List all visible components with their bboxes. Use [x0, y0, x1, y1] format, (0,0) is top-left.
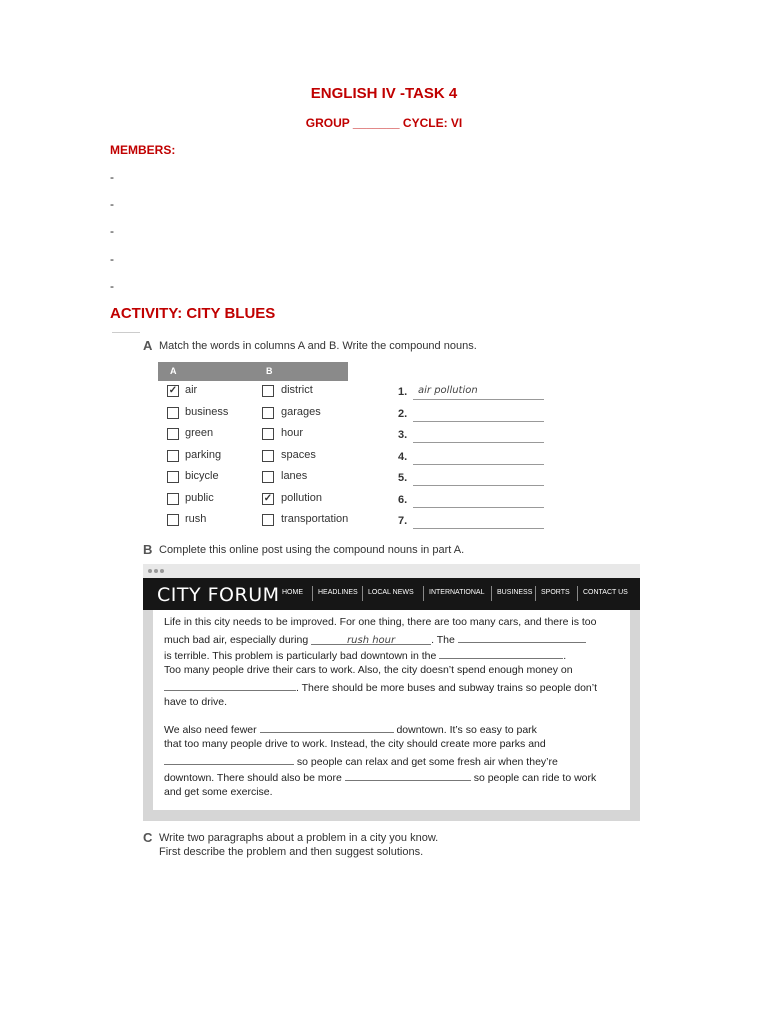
post-text: . The [431, 634, 455, 646]
column-a-word: rush [185, 513, 207, 525]
table-row [158, 424, 348, 446]
answer-blank [164, 680, 296, 691]
post-text: downtown. It’s so easy to park [396, 724, 537, 736]
answer-number: 7. [398, 515, 408, 527]
post-line [164, 680, 597, 694]
answer-line[interactable] [398, 513, 544, 533]
answer-line[interactable] [398, 406, 544, 426]
post-text: . There should be more buses and subway trains so people don’t [296, 682, 597, 694]
match-table [158, 362, 348, 532]
answer-number: 4. [398, 450, 408, 463]
member-line: - [110, 252, 114, 266]
section-c-letter: C [143, 830, 153, 845]
window-dot-icon [160, 569, 164, 573]
forum-screenshot [143, 564, 640, 821]
checkbox-a[interactable] [167, 471, 179, 483]
table-row [158, 489, 348, 511]
checkbox-b[interactable]: ✓ [263, 492, 273, 504]
answer-line[interactable] [398, 470, 544, 490]
post-text: . [563, 650, 567, 662]
column-b-word: transportation [281, 513, 349, 525]
member-line: - [110, 170, 114, 184]
answer-value: air pollution [418, 385, 478, 396]
forum-post [153, 610, 630, 810]
checkbox-b[interactable] [262, 407, 274, 419]
answer-number: 6. [398, 493, 408, 506]
post-line [164, 754, 558, 768]
checkbox-a[interactable] [167, 514, 179, 526]
forum-header [143, 578, 640, 610]
post-text: much bad air, especially during [164, 634, 309, 646]
post-line [164, 648, 566, 662]
column-b-word: district [281, 384, 313, 396]
nav-item[interactable]: LOCAL NEWS [368, 589, 414, 596]
column-b-word: pollution [281, 491, 322, 504]
table-row [158, 467, 348, 489]
window-dot-icon [148, 569, 152, 573]
checkbox-a[interactable] [167, 407, 179, 419]
nav-item[interactable]: CONTACT US [583, 589, 628, 596]
answer-blank [345, 770, 471, 781]
nav-item[interactable]: BUSINESS [497, 589, 533, 596]
checkbox-a[interactable] [167, 428, 179, 440]
answer-blank [458, 632, 586, 643]
post-line [164, 722, 537, 736]
column-b-word: garages [281, 405, 321, 418]
column-a-word: parking [185, 448, 222, 461]
nav-separator [577, 586, 578, 601]
answer-number: 5. [398, 472, 408, 484]
nav-item[interactable]: SPORTS [541, 589, 570, 596]
answer-underline [413, 528, 544, 529]
nav-separator [362, 586, 363, 601]
checkbox-a[interactable] [167, 493, 179, 505]
checkbox-b[interactable] [262, 514, 274, 526]
column-a-word: public [185, 491, 214, 504]
checkbox-b[interactable] [262, 471, 274, 483]
nav-item[interactable]: HOME [282, 589, 303, 596]
post-text: downtown. There should also be more [164, 772, 342, 784]
answer-underline [413, 442, 544, 443]
table-header [158, 362, 348, 381]
post-line [164, 632, 586, 646]
post-text: is terrible. This problem is particularly bad downtown in the [164, 650, 437, 662]
answer-line[interactable] [398, 492, 544, 512]
answer-line[interactable] [398, 384, 544, 404]
checkbox-b[interactable] [262, 450, 274, 462]
divider [112, 332, 140, 333]
section-b-instruction: Complete this online post using the compound nouns in part A. [159, 544, 465, 556]
column-b-word: hour [281, 427, 304, 439]
table-row [158, 446, 348, 468]
answer-underline [413, 421, 544, 422]
post-line: and get some exercise. [164, 786, 273, 798]
column-a-word: business [185, 405, 229, 418]
table-row [158, 381, 348, 403]
nav-item[interactable]: INTERNATIONAL [429, 589, 485, 596]
column-b-word: lanes [281, 470, 308, 482]
browser-toolbar [143, 564, 640, 578]
checkbox-b[interactable] [262, 385, 274, 397]
section-a-letter: A [143, 338, 153, 353]
member-line: - [110, 224, 114, 238]
post-text: so people can relax and get some fresh air when they’re [296, 756, 558, 768]
forum-logo: CITY FORUM [157, 584, 280, 606]
post-text: so people can ride to work [473, 772, 597, 784]
document-title: ENGLISH IV -TASK 4 [310, 85, 458, 102]
column-b-header: B [266, 366, 273, 376]
member-line: - [110, 279, 114, 293]
answer-underline [413, 485, 544, 486]
answer-underline [413, 399, 544, 400]
checkbox-a[interactable]: ✓ [168, 385, 178, 396]
answer-number: 2. [398, 407, 408, 420]
post-text: We also need fewer [164, 724, 257, 736]
column-b-word: spaces [281, 448, 316, 461]
post-line: Too many people drive their cars to work. Also, the city doesn’t spend enough money on [164, 664, 573, 676]
section-c-line: First describe the problem and then suggest solutions. [159, 846, 424, 858]
blank-answer: rush hour [347, 635, 396, 646]
table-row [158, 403, 348, 425]
nav-separator [491, 586, 492, 601]
answer-underline [413, 464, 544, 465]
post-line [164, 770, 596, 784]
answer-blank [164, 754, 294, 765]
window-dot-icon [154, 569, 158, 573]
answer-number: 1. [398, 386, 408, 398]
column-a-word: air [185, 384, 198, 396]
answer-blank [311, 634, 431, 645]
group-cycle-line: GROUP _______ CYCLE: VI [305, 116, 463, 130]
nav-separator [312, 586, 313, 601]
answer-underline [413, 507, 544, 508]
column-a-word: green [185, 427, 214, 439]
nav-item[interactable]: HEADLINES [318, 589, 358, 596]
post-line: that too many people drive to work. Instead, the city should create more parks and [164, 738, 546, 750]
section-c-line: Write two paragraphs about a problem in a city you know. [159, 832, 439, 844]
nav-separator [423, 586, 424, 601]
answer-blank [439, 648, 563, 659]
section-a-instruction: Match the words in columns A and B. Write the compound nouns. [159, 340, 477, 352]
column-a-header: A [170, 366, 177, 376]
answer-line[interactable] [398, 449, 544, 469]
member-line: - [110, 197, 114, 211]
column-a-word: bicycle [185, 470, 219, 482]
answer-line[interactable] [398, 427, 544, 447]
post-line: have to drive. [164, 696, 228, 708]
answer-number: 3. [398, 429, 408, 441]
post-line: Life in this city needs to be improved. For one thing, there are too many cars, and there is too [164, 616, 597, 628]
section-b-letter: B [143, 542, 153, 557]
activity-title: ACTIVITY: CITY BLUES [110, 305, 276, 322]
checkbox-b[interactable] [262, 428, 274, 440]
members-label: MEMBERS: [110, 143, 176, 157]
table-row [158, 510, 348, 532]
answer-blank [260, 722, 394, 733]
nav-separator [535, 586, 536, 601]
checkbox-a[interactable] [167, 450, 179, 462]
